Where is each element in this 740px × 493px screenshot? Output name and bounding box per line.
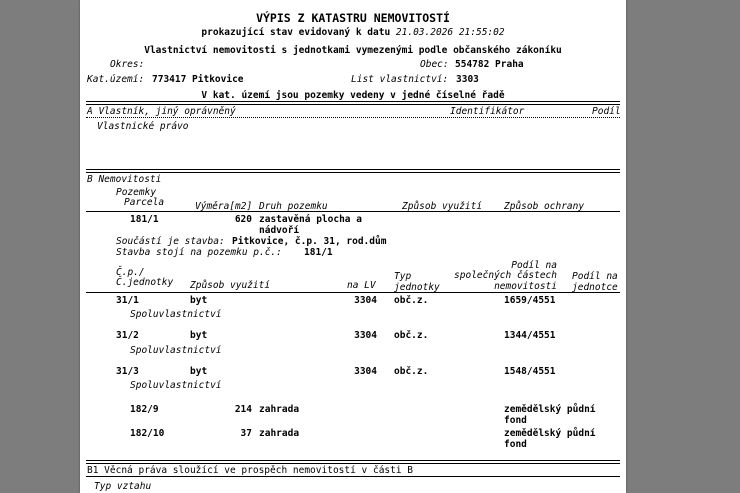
parcel-vymera: 214: [234, 404, 252, 415]
unit-zpusob: byt: [190, 330, 208, 341]
section-a-rule-top: [86, 101, 620, 102]
units-col-podil-jed-1: Podíl na: [572, 271, 618, 282]
parcel-id: 182/10: [130, 428, 165, 439]
subtitle-date: 21.03.2026 21:55:02: [395, 27, 505, 38]
col-parcela: Parcela: [124, 197, 165, 208]
parcel-ochrana-1: zemědělský půdní: [504, 428, 596, 439]
single-row-note: V kat. území jsou pozemky vedeny v jedné číselné řadě: [201, 90, 505, 101]
subtitle-prefix: prokazující stav evidovaný k datu: [201, 27, 391, 38]
parcel-main-vymera: 620: [234, 214, 252, 225]
unit-podil: 1344/4551: [504, 330, 556, 341]
units-col-podil-2: společných částech: [454, 270, 557, 281]
soucasti-value: Pitkovice, č.p. 31, rod.dům: [232, 236, 387, 247]
obec-value: 554782 Praha: [455, 59, 524, 70]
units-col-zpusob: Způsob využití: [190, 280, 271, 291]
section-b1-title: B1 Věcná práva sloužící ve prospěch nemovitostí v části B: [87, 465, 414, 476]
units-col-typ-2: jednotky: [394, 282, 440, 293]
section-a-rule-top-2: [86, 104, 620, 105]
units-header-rule: [86, 292, 620, 293]
unit-typ: obč.z.: [394, 295, 429, 306]
col-vymera: Výměra[m2]: [195, 201, 253, 212]
units-col-na-lv: na LV: [347, 280, 376, 291]
parcel-main-druh-1: zastavěná plocha a: [259, 214, 362, 225]
unit-zpusob: byt: [190, 366, 208, 377]
section-b1-header-rule: [86, 476, 620, 477]
unit-zpusob: byt: [190, 295, 208, 306]
unit-lv: 3304: [354, 295, 377, 306]
col-druh: Druh pozemku: [259, 201, 328, 212]
vlastnicke-pravo-label: Vlastnické právo: [97, 121, 189, 132]
unit-sub: Spoluvlastnictví: [130, 309, 222, 320]
section-a-title: A Vlastník, jiný oprávněný: [87, 106, 236, 117]
col-pozemky: Pozemky: [116, 187, 157, 198]
section-b-rule-top: [86, 169, 620, 170]
units-col-podil-3: nemovitosti: [494, 281, 557, 292]
katuzemi-label: Kat.území:: [87, 74, 145, 85]
document-page: [80, 0, 626, 493]
units-col-podil-1: Podíl na: [511, 260, 557, 271]
unit-id: 31/3: [116, 366, 139, 377]
parcel-ochrana-1: zemědělský půdní: [504, 404, 596, 415]
obec-label: Obec:: [420, 59, 449, 70]
unit-typ: obč.z.: [394, 366, 429, 377]
unit-podil: 1659/4551: [504, 295, 556, 306]
parcel-main-id: 181/1: [130, 214, 159, 225]
section-b1-rule-top: [86, 460, 620, 461]
section-a-share-header: Podíl: [592, 106, 621, 117]
parcel-ochrana-2: fond: [504, 439, 527, 450]
col-zpusob-ochrany: Způsob ochrany: [504, 201, 585, 212]
parcel-id: 182/9: [130, 404, 159, 415]
unit-podil: 1548/4551: [504, 366, 556, 377]
section-b1-rule-top-2: [86, 463, 620, 464]
units-col-typ-1: Typ: [394, 271, 412, 282]
document-subtitle: [80, 27, 626, 38]
col-zpusob-vyuziti: Způsob využití: [402, 201, 483, 212]
section-a-rule-header: [86, 117, 620, 118]
parcel-ochrana-2: fond: [504, 415, 527, 426]
typ-vztahu-label: Typ vztahu: [94, 481, 152, 492]
unit-typ: obč.z.: [394, 330, 429, 341]
parcel-vymera: 37: [240, 428, 252, 439]
lv-label: List vlastnictví:: [351, 74, 449, 85]
document-title: VÝPIS Z KATASTRU NEMOVITOSTÍ: [256, 11, 450, 25]
unit-id: 31/1: [116, 295, 139, 306]
section-a-identifier-header: Identifikátor: [450, 106, 525, 117]
unit-lv: 3304: [354, 330, 377, 341]
katuzemi-value: 773417 Pitkovice: [152, 74, 244, 85]
lv-value: 3303: [456, 74, 479, 85]
parcel-druh: zahrada: [259, 428, 300, 439]
units-col-cp-1: Č.p./: [116, 267, 145, 278]
unit-sub: Spoluvlastnictví: [130, 345, 222, 356]
parcel-main-druh-2: nádvoří: [259, 225, 300, 236]
unit-id: 31/2: [116, 330, 139, 341]
unit-sub: Spoluvlastnictví: [130, 380, 222, 391]
section-b-rule-top-2: [86, 172, 620, 173]
stavba-label: Stavba stojí na pozemku p.č.:: [116, 247, 282, 258]
section-b-title: B Nemovitosti: [87, 174, 162, 185]
stavba-value: 181/1: [304, 247, 333, 258]
unit-lv: 3304: [354, 366, 377, 377]
soucasti-label: Součástí je stavba:: [116, 236, 225, 247]
section-b-header-rule: [86, 211, 620, 212]
parcel-druh: zahrada: [259, 404, 300, 415]
ownership-line: Vlastnictví nemovitosti s jednotkami vymezenými podle občanského zákoníku: [144, 45, 562, 56]
units-col-podil-jed-2: jednotce: [572, 282, 618, 293]
units-col-cp-2: Č.jednotky: [116, 277, 174, 288]
okres-label: Okres:: [110, 59, 145, 70]
